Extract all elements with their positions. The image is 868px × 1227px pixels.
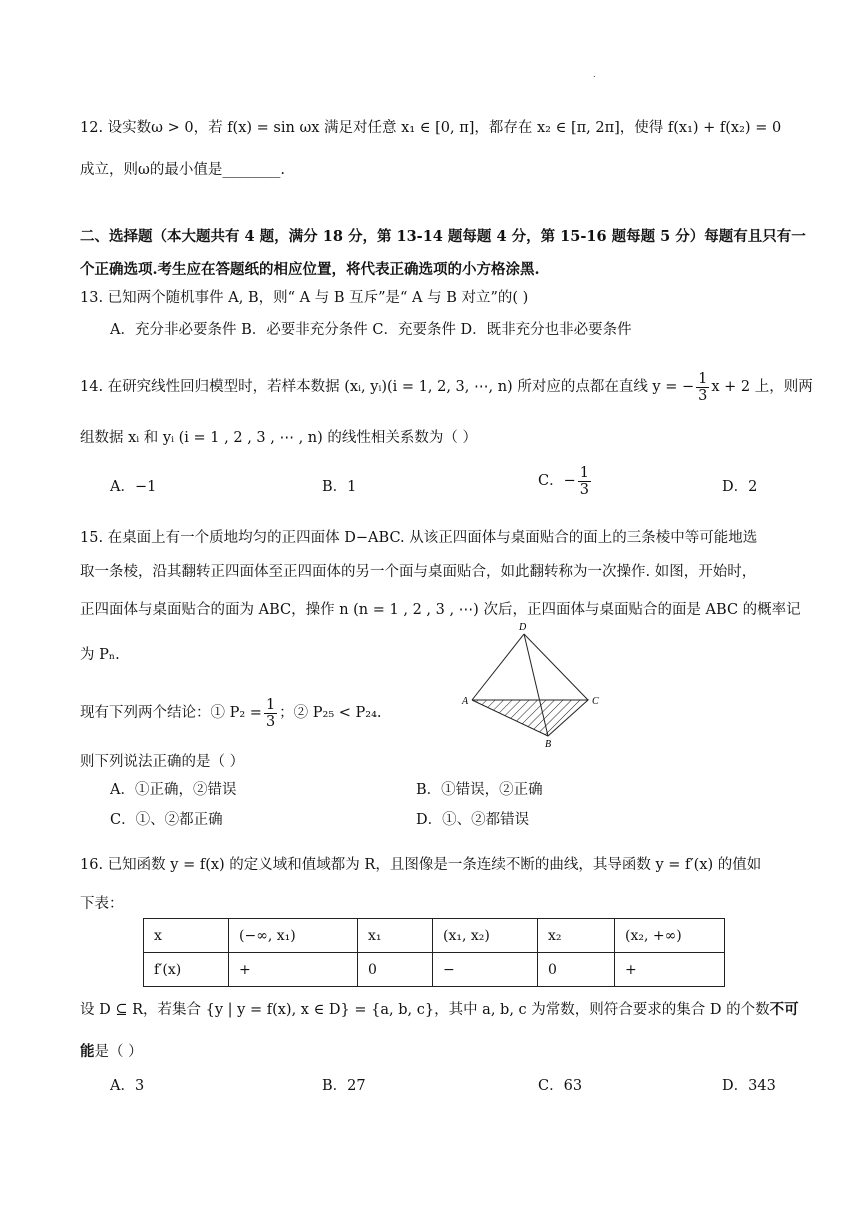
q16-option-c[interactable]: C．63 xyxy=(538,1078,583,1094)
q16-option-d[interactable]: D．343 xyxy=(722,1078,776,1094)
table-cell: x₂ xyxy=(538,919,615,953)
q16-line1: 16. 已知函数 y = f(x) 的定义域和值域都为 R，且图像是一条连续不断的曲线，其导函数 y = f′(x) 的值如 xyxy=(80,857,762,873)
q15-line2: 取一条棱，沿其翻转正四面体至正四面体的另一个面与桌面贴合，如此翻转称为一次操作. 如图，开始时， xyxy=(80,564,757,580)
q16-line3-text: 设 D ⊆ R，若集合 {y | y = f(x), x ∈ D} = {a, b, c}，其中 a, b, c 为常数，则符合要求的集合 D 的个数 xyxy=(80,1002,770,1018)
q14-stem xyxy=(80,370,813,404)
q14-option-a[interactable]: A．−1 xyxy=(110,479,157,495)
q14-stem-part1: 14. 在研究线性回归模型时，若样本数据 (xᵢ, yᵢ)(i = 1, 2, 3, ⋯, n) 所对应的点都在直线 y = − xyxy=(80,379,695,395)
q15-option-d[interactable]: D．①、②都错误 xyxy=(416,812,530,828)
q12-line2: 成立，则ω的最小值是________. xyxy=(80,162,285,178)
edge-da xyxy=(472,634,524,700)
table-cell: (x₁, x₂) xyxy=(433,919,538,953)
table-cell: + xyxy=(615,953,725,987)
base-face-abc xyxy=(472,700,588,736)
table-cell: 0 xyxy=(358,953,433,987)
q16-line2: 下表： xyxy=(80,896,124,912)
q14-frac-num: 1 xyxy=(698,370,708,387)
q15-conclusions xyxy=(80,696,382,730)
q14-optc-num: 1 xyxy=(579,464,589,481)
q15-conc-den: 3 xyxy=(265,713,276,730)
table-cell: + xyxy=(229,953,358,987)
q13-stem: 13. 已知两个随机事件 A, B，则“ A 与 B 互斥”是“ A 与 B 对立”的( ) xyxy=(80,290,529,306)
q15-option-a[interactable]: A．①正确，②错误 xyxy=(110,782,237,798)
label-d: D xyxy=(519,622,527,633)
label-b: B xyxy=(545,739,552,750)
q16-line4-text: 是（ ） xyxy=(94,1044,143,1060)
q15-conc-num: 1 xyxy=(265,696,276,713)
label-a: A xyxy=(462,696,469,707)
table-cell: f′(x) xyxy=(144,953,229,987)
section2-heading-line2: 个正确选项.考生应在答题纸的相应位置，将代表正确选项的小方格涂黑. xyxy=(80,261,540,278)
q14-frac-den: 3 xyxy=(698,387,708,404)
table-cell: (−∞, x₁) xyxy=(229,919,358,953)
q15-conclusion-fraction xyxy=(264,697,277,730)
q16-emphasis-1: 不可 xyxy=(769,1001,799,1018)
table-cell: x₁ xyxy=(358,919,433,953)
q16-emphasis-2: 能 xyxy=(80,1043,95,1060)
q14-line2: 组数据 xᵢ 和 yᵢ (i = 1 , 2 , 3 , ⋯ , n) 的线性相关系数为（ ） xyxy=(80,430,477,446)
q16-line4 xyxy=(80,1042,143,1062)
table-row-x xyxy=(144,919,725,953)
derivative-sign-table xyxy=(143,918,725,987)
q16-option-b[interactable]: B．27 xyxy=(322,1078,366,1094)
label-c: C xyxy=(592,696,599,707)
q15-option-b[interactable]: B．①错误，②正确 xyxy=(416,782,543,798)
q14-optc-den: 3 xyxy=(579,481,589,498)
q15-conclusion-part2: ；② P₂₅ < P₂₄. xyxy=(279,705,382,721)
q14-stem-part2: x + 2 上，则两 xyxy=(711,379,813,395)
q12-line1: 12. 设实数ω > 0，若 f(x) = sin ωx 满足对任意 x₁ ∈ [0, π]，都存在 x₂ ∈ [π, 2π]，使得 f(x₁) + f(x₂) = 0 xyxy=(80,120,782,136)
q14-option-c[interactable] xyxy=(538,464,593,498)
q16-line3 xyxy=(80,1000,799,1020)
q15-conclusion-part1: 现有下列两个结论：① P₂ = xyxy=(80,705,262,721)
q16-option-a[interactable]: A．3 xyxy=(110,1078,145,1094)
edge-dc xyxy=(524,634,588,700)
table-cell: − xyxy=(433,953,538,987)
table-cell: (x₂, +∞) xyxy=(615,919,725,953)
table-cell: 0 xyxy=(538,953,615,987)
q15-ask: 则下列说法正确的是（ ） xyxy=(80,754,245,770)
q13-options: A．充分非必要条件 B．必要非充分条件 C．充要条件 D．既非充分也非必要条件 xyxy=(110,322,632,338)
section2-heading-line1: 二、选择题（本大题共有 4 题，满分 18 分，第 13-14 题每题 4 分，第 15-16 题每题 5 分）每题有且只有一 xyxy=(80,228,806,245)
q15-line1: 15. 在桌面上有一个质地均匀的正四面体 D−ABC. 从该正四面体与桌面贴合的面上的三条棱中等可能地选 xyxy=(80,530,758,546)
q14-option-b[interactable]: B．1 xyxy=(322,479,357,495)
stray-dot: . xyxy=(593,70,596,79)
q15-line3: 正四面体与桌面贴合的面为 ABC，操作 n (n = 1 , 2 , 3 , ⋯) 次后，正四面体与桌面贴合的面是 ABC 的概率记 xyxy=(80,602,801,618)
q14-fraction xyxy=(696,371,709,404)
q15-line4: 为 Pₙ. xyxy=(80,647,120,663)
tetrahedron-figure xyxy=(458,618,608,750)
table-cell: x xyxy=(144,919,229,953)
q14-option-c-fraction xyxy=(578,465,591,498)
table-row-fprime xyxy=(144,953,725,987)
q15-option-c[interactable]: C．①、②都正确 xyxy=(110,812,223,828)
q14-option-c-prefix: C．− xyxy=(538,473,576,489)
q14-option-d[interactable]: D．2 xyxy=(722,479,758,495)
